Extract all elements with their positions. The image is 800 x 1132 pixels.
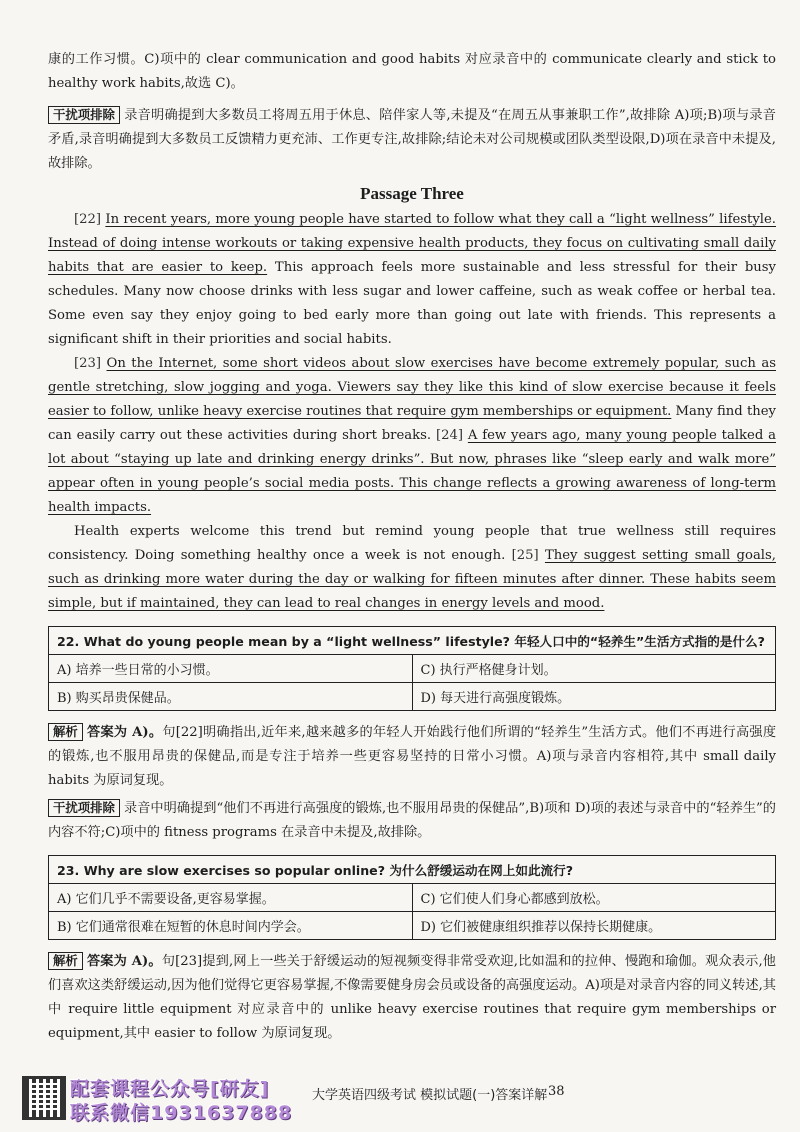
question-23-table: [48, 855, 776, 940]
distractor-section-prev: [48, 104, 776, 176]
underlined-sentence: They suggest setting small goals, such as drinking more water during the day or walking for fifteen minutes after dinner. These habits seem simple, but if maintained, they can lead to real changes in energy levels and mood.: [48, 548, 776, 611]
option-d: D) 每天进行高强度锻炼。: [412, 683, 776, 711]
option-b: B) 购买昂贵保健品。: [49, 683, 413, 711]
passage-paragraph-1: [48, 208, 776, 352]
passage-paragraph-2: [48, 352, 776, 520]
option-c: C) 执行严格健身计划。: [412, 655, 776, 683]
distractor-text: 录音明确提到大多数员工将周五用于休息、陪伴家人等,未提及“在周五从事兼职工作”,故排除 A)项;B)项与录音矛盾,录音明确提到大多数员工反馈精力更充沛、工作更专注,故排除;结论未对公司规模或团队类型设限,D)项在录音中未提及,故排除。: [48, 108, 776, 171]
distractor-22: [48, 797, 776, 845]
passage-text: Health experts welcome this trend but remind young people that true wellness still requires consistency. Doing something healthy once a week is not enough.: [48, 524, 776, 563]
qr-code-icon: [22, 1076, 66, 1120]
analysis-23: [48, 950, 776, 1046]
distractor-tag: 干扰项排除: [48, 799, 120, 817]
passage-text: This approach feels more sustainable and less stressful for their busy schedules. Many now choose drinks with less sugar and lower caffeine, such as weak coffee or herbal tea. Some even say they enjoy going to bed early more than going out late with friends. This represents a significant shift in their priorities and social habits.: [48, 260, 776, 347]
footer-title: 大学英语四级考试 模拟试题(一)答案详解: [312, 1088, 548, 1103]
underlined-sentence: On the Internet, some short videos about slow exercises have become extremely popular, such as gentle stretching, slow jogging and yoga. Viewers say they like this kind of slow exercise because it feels easier to follow, unlike heavy exercise routines that require gym memberships or equipment.: [48, 356, 776, 419]
underlined-sentence: In recent years, more young people have started to follow what they call a “light wellness” lifestyle. Instead of doing intense workouts or taking expensive health products, they focus on cultivating small daily habits that are easier to keep.: [48, 212, 776, 275]
page-number: 38: [548, 1084, 565, 1099]
analysis-text: 句[23]提到,网上一些关于舒缓运动的短视频变得非常受欢迎,比如温和的拉伸、慢跑和瑜伽。观众表示,他们喜欢这类舒缓运动,因为他们觉得它更容易掌握,不像需要健身房会员或设备的高强度运动。A)项是对录音内容的同义转述,其中 require little equipment 对应录音中的 unlike heavy exercise routines that require gym memberships or equipment,其中 easier to follow 为原词复现。: [48, 954, 776, 1041]
passage-paragraph-3: [48, 520, 776, 616]
page-content: [48, 48, 776, 1046]
analysis-text: 句[22]明确指出,近年来,越来越多的年轻人开始践行他们所谓的“轻养生”生活方式。他们不再进行高强度的锻炼,也不服用昂贵的保健品,而是专注于培养一些更容易坚持的日常小习惯。A)项与录音内容相符,其中 small daily habits 为原词复现。: [48, 725, 777, 788]
analysis-22: [48, 721, 776, 793]
question-22-text: 22. What do young people mean by a “light wellness” lifestyle? 年轻人口中的“轻养生”生活方式指的是什么?: [49, 627, 776, 655]
underlined-sentence: A few years ago, many young people talked a lot about “staying up late and drinking energy drinks”. But now, phrases like “sleep early and walk more” appear often in young people’s social media posts. This change reflects a growing awareness of long-term health impacts.: [48, 428, 776, 515]
analysis-tag: 解析: [48, 723, 83, 741]
sentence-marker: [24]: [435, 428, 464, 443]
analysis-tag: 解析: [48, 952, 83, 970]
distractor-tag: 干扰项排除: [48, 106, 120, 124]
passage-title: Passage Three: [360, 184, 464, 203]
promo-text: 配套课程公众号[研友]: [70, 1078, 270, 1100]
sentence-marker: [22]: [74, 212, 102, 227]
question-22-table: [48, 626, 776, 711]
page-footer: [0, 1070, 800, 1132]
promo-contact: 联系微信1931637888: [70, 1102, 293, 1124]
option-a: A) 培养一些日常的小习惯。: [49, 655, 413, 683]
distractor-text: 录音中明确提到“他们不再进行高强度的锻炼,也不服用昂贵的保健品”,B)项和 D)项的表述与录音中的“轻养生”的内容不符;C)项中的 fitness programs 在录音中未提及,故排除。: [48, 801, 776, 840]
answer-label: 答案为 A)。: [86, 954, 162, 969]
intro-paragraph: 康的工作习惯。C)项中的 clear communication and good habits 对应录音中的 communicate clearly and stick to healthy work habits,故选 C)。: [48, 52, 776, 91]
option-d: D) 它们被健康组织推荐以保持长期健康。: [412, 912, 776, 940]
sentence-marker: [25]: [511, 548, 539, 563]
option-c: C) 它们使人们身心都感到放松。: [412, 884, 776, 912]
option-b: B) 它们通常很难在短暂的休息时间内学会。: [49, 912, 413, 940]
sentence-marker: [23]: [74, 356, 102, 371]
question-23-text: 23. Why are slow exercises so popular online? 为什么舒缓运动在网上如此流行?: [49, 856, 776, 884]
passage-text: Many find they can easily carry out these activities during short breaks.: [48, 404, 776, 443]
answer-label: 答案为 A)。: [86, 725, 163, 740]
option-a: A) 它们几乎不需要设备,更容易掌握。: [49, 884, 413, 912]
